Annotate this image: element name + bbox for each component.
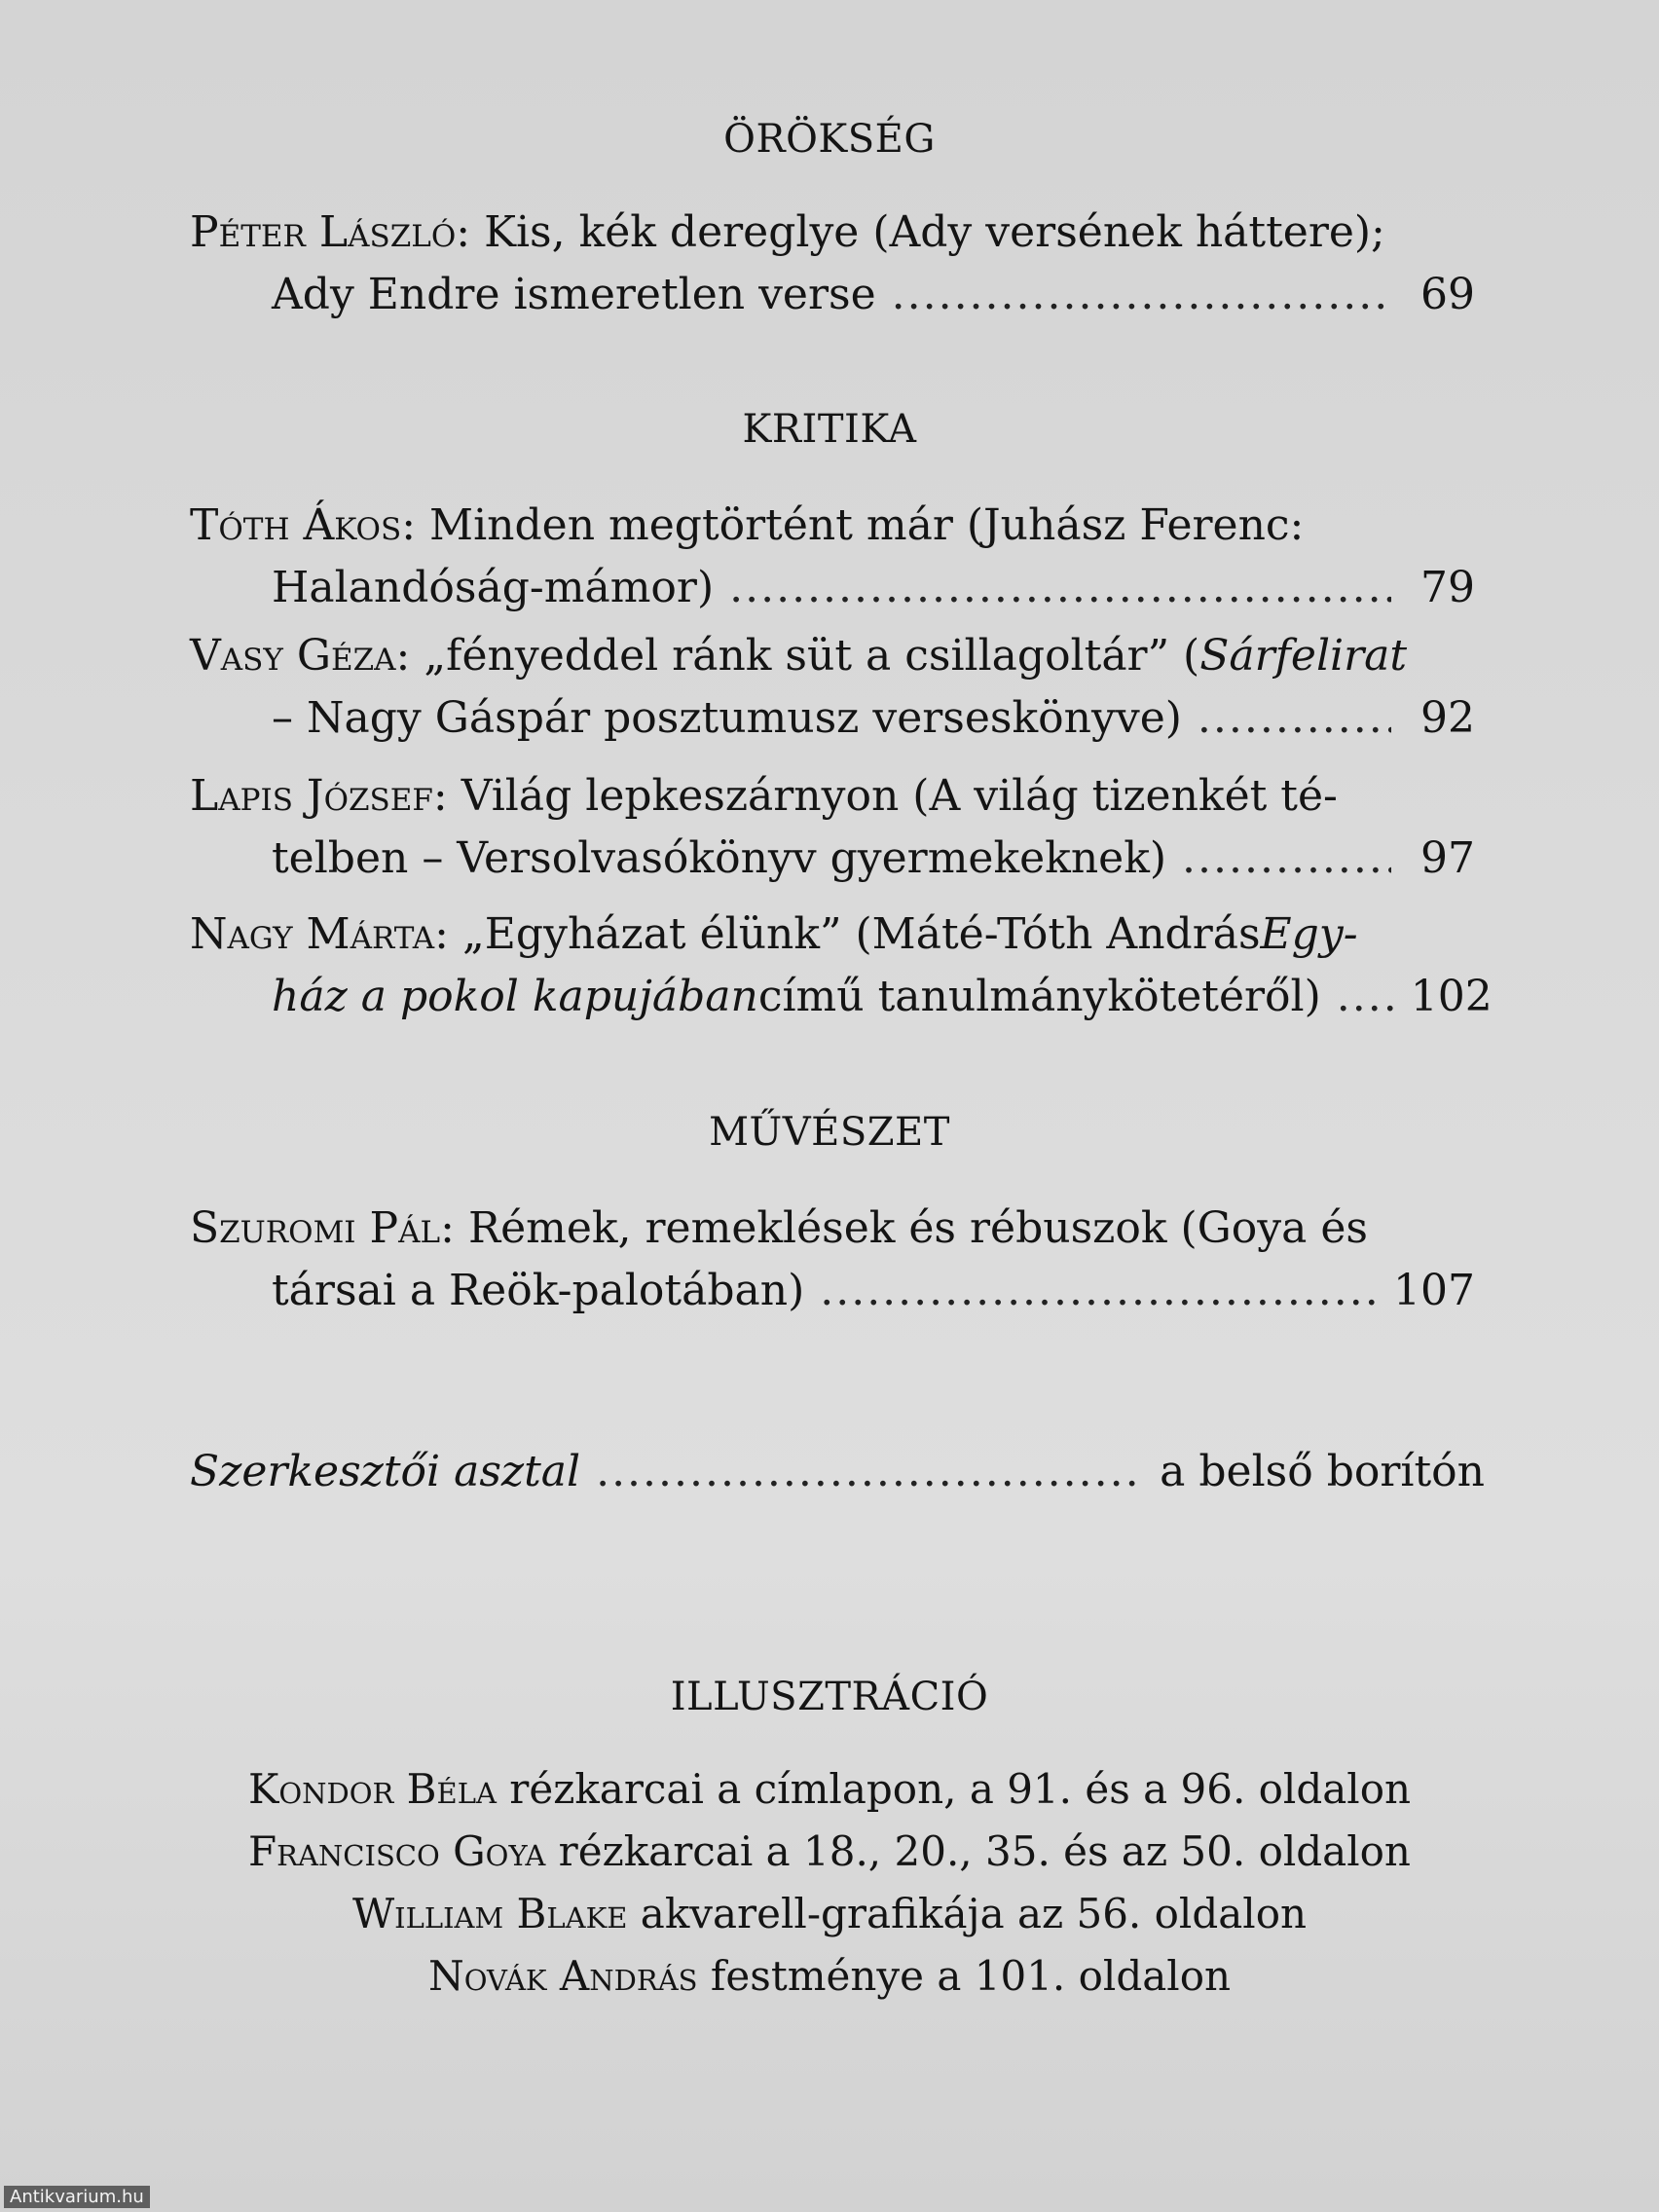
illustration-desc: rézkarcai a 18., 20., 35. és az 50. oldalon — [545, 1827, 1411, 1875]
page-number: 107 — [1393, 1266, 1475, 1315]
entry-author: Lapis József: — [190, 771, 448, 821]
entry-line — [190, 625, 1475, 687]
toc-entry-toth — [190, 495, 1475, 619]
entry-title-italic: Sárfelirat — [1199, 631, 1408, 681]
dot-leader — [596, 1447, 1144, 1496]
entry-line — [190, 828, 1475, 890]
entry-author: Nagy Márta: — [190, 909, 449, 959]
illustration-desc: rézkarcai a címlapon, a 91. és a 96. oldalon — [496, 1765, 1412, 1813]
section-heading-kritika: KRITIKA — [742, 407, 917, 452]
entry-line — [190, 202, 1475, 264]
illustration-item — [0, 1883, 1659, 1945]
entry-title-cont: című tanulmánykötetéről) — [757, 972, 1321, 1021]
page-number: 92 — [1420, 693, 1475, 743]
entry-title: Kis, kék dereglye (Ady versének háttere); — [484, 207, 1385, 257]
entry-line — [190, 903, 1475, 966]
toc-entry-szuromi — [190, 1198, 1475, 1322]
dot-leader — [1198, 687, 1391, 750]
dot-leader — [729, 557, 1391, 619]
section-heading-illusztracio: ILLUSZTRÁCIÓ — [670, 1675, 989, 1719]
entry-title-cont: társai a Reök-palotában) — [272, 1266, 805, 1315]
entry-title: Minden megtörtént már (Juhász Ferenc: — [429, 500, 1305, 550]
illustrator-name: Francisco Goya — [248, 1827, 546, 1875]
illustration-item — [0, 1945, 1659, 2008]
editorial-location: a belső borítón — [1160, 1447, 1485, 1496]
entry-line — [190, 765, 1475, 828]
illustration-list — [0, 1758, 1659, 2008]
page-number: 69 — [1420, 270, 1475, 319]
entry-line — [190, 557, 1475, 619]
entry-line — [190, 264, 1475, 326]
entry-line — [190, 687, 1475, 750]
entry-author: Tóth Ákos: — [190, 500, 417, 550]
page-number: 79 — [1420, 563, 1475, 612]
toc-entry-editorial — [190, 1447, 1485, 1496]
page-number: 102 — [1410, 972, 1493, 1021]
section-heading-muveszet: MŰVÉSZET — [709, 1110, 950, 1155]
entry-line — [190, 495, 1475, 557]
entry-title-cont: – Nagy Gáspár posztumusz verseskönyve) — [272, 693, 1182, 743]
entry-line — [190, 966, 1493, 1028]
toc-entry-nagy — [190, 903, 1493, 1028]
page-number: 97 — [1420, 833, 1475, 883]
dot-leader — [1337, 966, 1395, 1028]
entry-line — [190, 1198, 1475, 1260]
dot-leader — [1182, 828, 1391, 890]
entry-title-cont: telben – Versolvasókönyv gyermekeknek) — [272, 833, 1167, 883]
entry-title-italic: ház a pokol kapujában — [272, 972, 758, 1021]
entry-title: „Egyházat élünk” (Máté-Tóth András — [462, 909, 1261, 959]
entry-title: Rémek, remeklések és rébuszok (Goya és — [467, 1203, 1368, 1253]
illustration-item — [0, 1758, 1659, 1821]
entry-author: Szuromi Pál: — [190, 1203, 455, 1253]
entry-line — [190, 1260, 1475, 1322]
illustrator-name: William Blake — [351, 1890, 628, 1937]
entry-author: Vasy Géza: — [190, 631, 411, 681]
illustrator-name: Kondor Béla — [247, 1765, 497, 1813]
illustrator-name: Novák András — [427, 1952, 698, 2000]
illustration-desc: akvarell-grafikája az 56. oldalon — [627, 1890, 1308, 1937]
toc-entry-lapis — [190, 765, 1475, 890]
entry-title: Világ lepkeszárnyon (A világ tizenkét té- — [461, 771, 1338, 821]
editorial-title: Szerkesztői asztal — [190, 1447, 581, 1496]
section-heading-orokseg: ÖRÖKSÉG — [723, 117, 936, 162]
dot-leader — [892, 264, 1391, 326]
toc-entry-vasy — [190, 625, 1475, 750]
entry-title-cont: Ady Endre ismeretlen verse — [272, 270, 876, 319]
illustration-item — [0, 1821, 1659, 1883]
illustration-desc: festménye a 101. oldalon — [697, 1952, 1232, 2000]
dot-leader — [820, 1260, 1378, 1322]
entry-title-cont: Halandóság-mámor) — [272, 563, 715, 612]
entry-author: Péter László: — [190, 207, 471, 257]
entry-title: „fényeddel ránk süt a csillagoltár” ( — [424, 631, 1200, 681]
toc-entry-peter — [190, 202, 1475, 326]
watermark: Antikvarium.hu — [4, 2186, 150, 2208]
entry-title-italic: Egy- — [1260, 909, 1358, 959]
